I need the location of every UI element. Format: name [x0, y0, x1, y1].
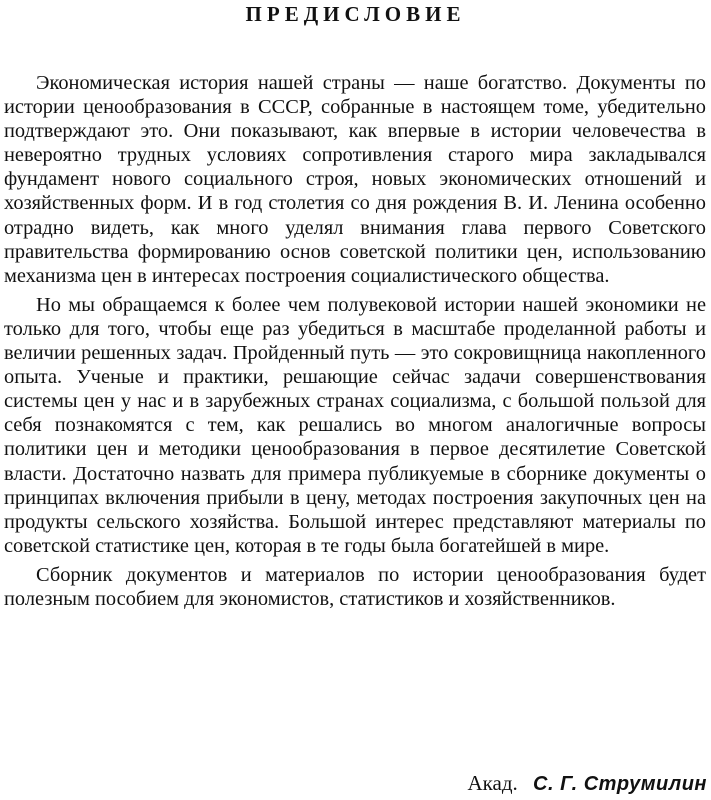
paragraph-2: Но мы обращаемся к более чем полувековой истории нашей экономики не только для того, чтобы еще раз убедиться в масштабе проделанной работы и величии решенных задач. Пройденный путь — это сокровищница накопленного опыта. Ученые и практики, решающие сейчас задачи совершенствования системы цен у нас и в зарубежных странах социализма, с большой пользой для себя познакомятся с тем, как решались во многом аналогичные вопросы политики цен и методики ценообразования в первое десятилетие Советской власти. Достаточно назвать для примера публикуемые в сборнике документы о принципах включения прибыли в цену, методах построения закупочных цен на продукты сельского хозяйства. Большой интерес представляют материалы по советской статистике цен, которая в те годы была богатейшей в мире.: [4, 293, 706, 557]
signature-title: Акад.: [467, 771, 518, 795]
page-title: ПРЕДИСЛОВИЕ: [245, 2, 466, 26]
preface-body: [4, 71, 706, 611]
paragraph-3: Сборник документов и материалов по истории ценообразования будет полезным пособием для экономистов, статистиков и хозяйственников.: [4, 563, 706, 610]
signature: [467, 770, 707, 797]
paragraph-1: Экономическая история нашей страны — наше богатство. Документы по истории ценообразования в СССР, собранные в настоящем томе, убедительно подтверждают это. Они показывают, как впервые в истории человечества в невероятно трудных условиях сопротивления старого мира закладывался фундамент нового социального строя, новых экономических отношений и хозяйственных форм. И в год столетия со дня рождения В. И. Ленина особенно отрадно видеть, как много уделял внимания глава первого Советского правительства формированию основ советской политики цен, использованию механизма цен в интересах построения социалистического общества.: [4, 72, 706, 287]
signature-name: С. Г. Струмилин: [533, 773, 707, 795]
